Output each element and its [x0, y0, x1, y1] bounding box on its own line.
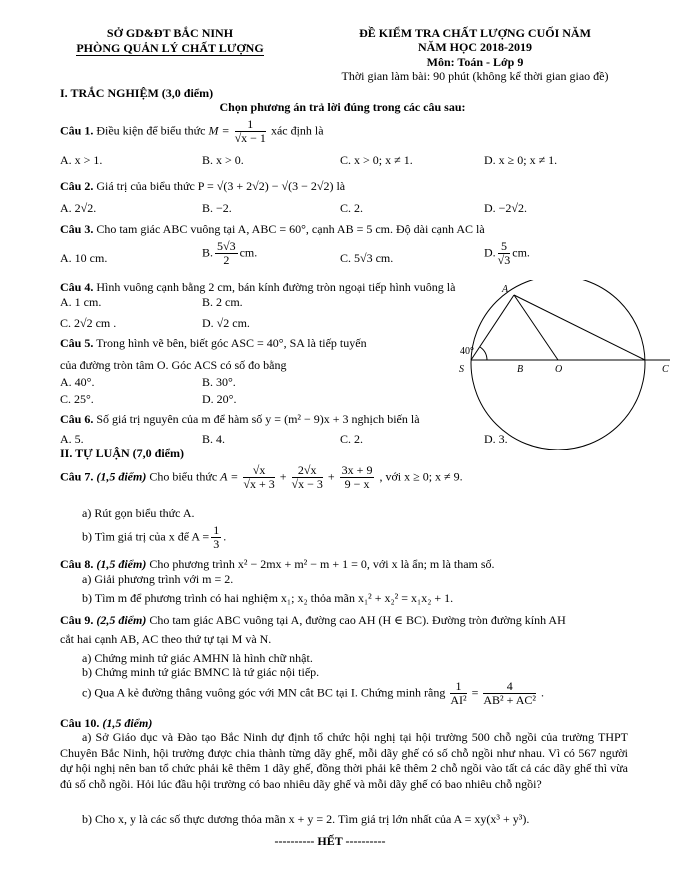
q7-part-a: a) Rút gọn biểu thức A.: [82, 506, 195, 520]
label-s: S: [459, 364, 464, 375]
q4-option-d: D. √2 cm.: [202, 316, 250, 330]
question-10: Câu 10. (1,5 điểm): [60, 716, 153, 730]
q9-part-a: a) Chứng minh tứ giác AMHN là hình chữ nhật.: [82, 651, 313, 665]
q4-option-b: B. 2 cm.: [202, 295, 243, 309]
q3-option-a: A. 10 cm.: [60, 251, 108, 265]
q9-part-b: b) Chứng minh tứ giác BMNC là tứ giác nội tiếp.: [82, 665, 320, 679]
question-6: Câu 6. Số giá trị nguyên của m để hàm số y = (m² − 9)x + 3 nghịch biến là: [60, 412, 420, 426]
q5-option-a: A. 40°.: [60, 375, 95, 389]
school-year: NĂM HỌC 2018-2019: [418, 40, 532, 54]
q3-option-c: C. 5√3 cm.: [340, 251, 394, 265]
geometry-figure: [455, 280, 673, 450]
part1-title: I. TRẮC NGHIỆM (3,0 điểm): [60, 86, 214, 100]
q6-option-a: A. 5.: [60, 432, 84, 446]
q1-option-a: A. x > 1.: [60, 153, 103, 167]
tangent-sa: [471, 295, 514, 360]
q6-option-d: D. 3.: [484, 432, 508, 446]
q1-option-b: B. x > 0.: [202, 153, 244, 167]
question-7: Câu 7. (1,5 điểm) Cho biểu thức A = $\frac{√x}{√x + 3}$ + $\frac{2√x}{√x - 3}$ + $\frac{3x + 9}{9 - x}$ , với x ≥ 0; x ≠ 9.: [60, 463, 463, 492]
question-2: Câu 2. Giá trị của biểu thức P = √(3 + 2√2) − √(3 − 2√2) là: [60, 179, 346, 193]
part1-instruction: Chọn phương án trả lời đúng trong các câu sau:: [219, 100, 466, 114]
q10-part-a: a) Sở Giáo dục và Đào tạo Bắc Ninh dự định tổ chức hội nghị tại hội trường 500 chỗ ngồi của trường THPT Chuyên Bắc Ninh, hội trường được chia thành từng dãy ghế, mỗi dãy ghế có số chỗ ngồi như nhau. Vì có 567 người dự hội nghị nên ban tổ chức phải kê thêm 1 dãy ghế, đồng thời phải kê thêm 2 chỗ ngồi vào tất cả các dãy ghế thì vừa đủ số chỗ ngồi. Hỏi lúc đầu hội trường có bao nhiêu dãy ghế và mỗi dãy ghế có bao nhiêu chỗ ngồi?: [60, 730, 628, 791]
q5-option-c: C. 25°.: [60, 392, 94, 406]
q1-option-d: D. x ≥ 0; x ≠ 1.: [484, 153, 558, 167]
label-b: B: [517, 364, 524, 375]
q6-option-c: C. 2.: [340, 432, 364, 446]
q6-option-b: B. 4.: [202, 432, 226, 446]
q4-option-c: C. 2√2 cm .: [60, 316, 117, 330]
part2-title: II. TỰ LUẬN (7,0 điểm): [60, 446, 185, 460]
question-9: Câu 9. (2,5 điểm) Cho tam giác ABC vuông tại A, đường cao AH (H ∈ BC). Đường tròn đường kính AH: [60, 613, 566, 627]
question-9-line2: cắt hai cạnh AB, AC theo thứ tự tại M và N.: [60, 632, 272, 646]
q8-part-a: a) Giải phương trình với m = 2.: [82, 572, 234, 586]
q8-part-b: b) Tìm m để phương trình có hai nghiệm x₁; x₂ thỏa mãn x₁² + x₂² = x₁x₂ + 1.: [82, 591, 454, 605]
q3-option-d: D. $\frac{5}{√3}$ cm.: [484, 239, 530, 268]
label-a: A: [502, 284, 509, 295]
question-5: Câu 5. Trong hình vẽ bên, biết góc ASC = 40°, SA là tiếp tuyến: [60, 336, 367, 350]
q2-option-d: D. −2√2.: [484, 201, 528, 215]
office-name: PHÒNG QUẢN LÝ CHẤT LƯỢNG: [76, 41, 264, 55]
q3-option-b: B. $\frac{5√3}{2}$ cm.: [202, 239, 258, 268]
question-5-line2: của đường tròn tâm O. Góc ACS có số đo bằng: [60, 358, 287, 372]
end-marker: ---------- HẾT ----------: [274, 834, 386, 848]
q7-part-b: b) Tìm giá trị của x để A = $\frac{1}{3}$ .: [82, 523, 227, 552]
q4-option-a: A. 1 cm.: [60, 295, 102, 309]
segment-ao: [514, 295, 558, 360]
q2-option-c: C. 2.: [340, 201, 364, 215]
question-4: Câu 4. Hình vuông cạnh bằng 2 cm, bán kính đường tròn ngoại tiếp hình vuông là: [60, 280, 456, 294]
label-c: C: [662, 364, 669, 375]
exam-title: ĐỀ KIỂM TRA CHẤT LƯỢNG CUỐI NĂM: [359, 26, 591, 40]
question-8: Câu 8. (1,5 điểm) Cho phương trình x² − 2mx + m² − m + 1 = 0, với x là ẩn; m là tham số.: [60, 557, 495, 571]
dept-name: SỞ GD&ĐT BẮC NINH: [106, 26, 234, 40]
angle-arc: [480, 347, 487, 360]
q5-option-b: B. 30°.: [202, 375, 236, 389]
q2-option-b: B. −2.: [202, 201, 232, 215]
subject: Môn: Toán - Lớp 9: [426, 55, 524, 69]
q9-part-c: c) Qua A kẻ đường thẳng vuông góc với MN cắt BC tại I. Chứng minh rằng $\frac{1}{\text{AI²}}$ = $\frac{4}{\text{AB² + AC²}}$ .: [82, 679, 545, 708]
q5-option-d: D. 20°.: [202, 392, 237, 406]
q10-part-b: b) Cho x, y là các số thực dương thỏa mãn x + y = 2. Tìm giá trị lớn nhất của A = xy(x³ + y³).: [82, 812, 530, 826]
question-3: Câu 3. Cho tam giác ABC vuông tại A, ABC = 60°, cạnh AB = 5 cm. Độ dài cạnh AC là: [60, 222, 485, 236]
label-angle: 40°: [460, 346, 474, 357]
q1-option-c: C. x > 0; x ≠ 1.: [340, 153, 413, 167]
segment-ac: [514, 295, 645, 360]
time-limit: Thời gian làm bài: 90 phút (không kể thời gian giao đề): [341, 69, 609, 83]
question-1: Câu 1. Điều kiện để biểu thức M = $\frac{1}{√x - 1}$ xác định là: [60, 117, 324, 146]
q2-option-a: A. 2√2.: [60, 201, 97, 215]
label-o: O: [555, 364, 563, 375]
